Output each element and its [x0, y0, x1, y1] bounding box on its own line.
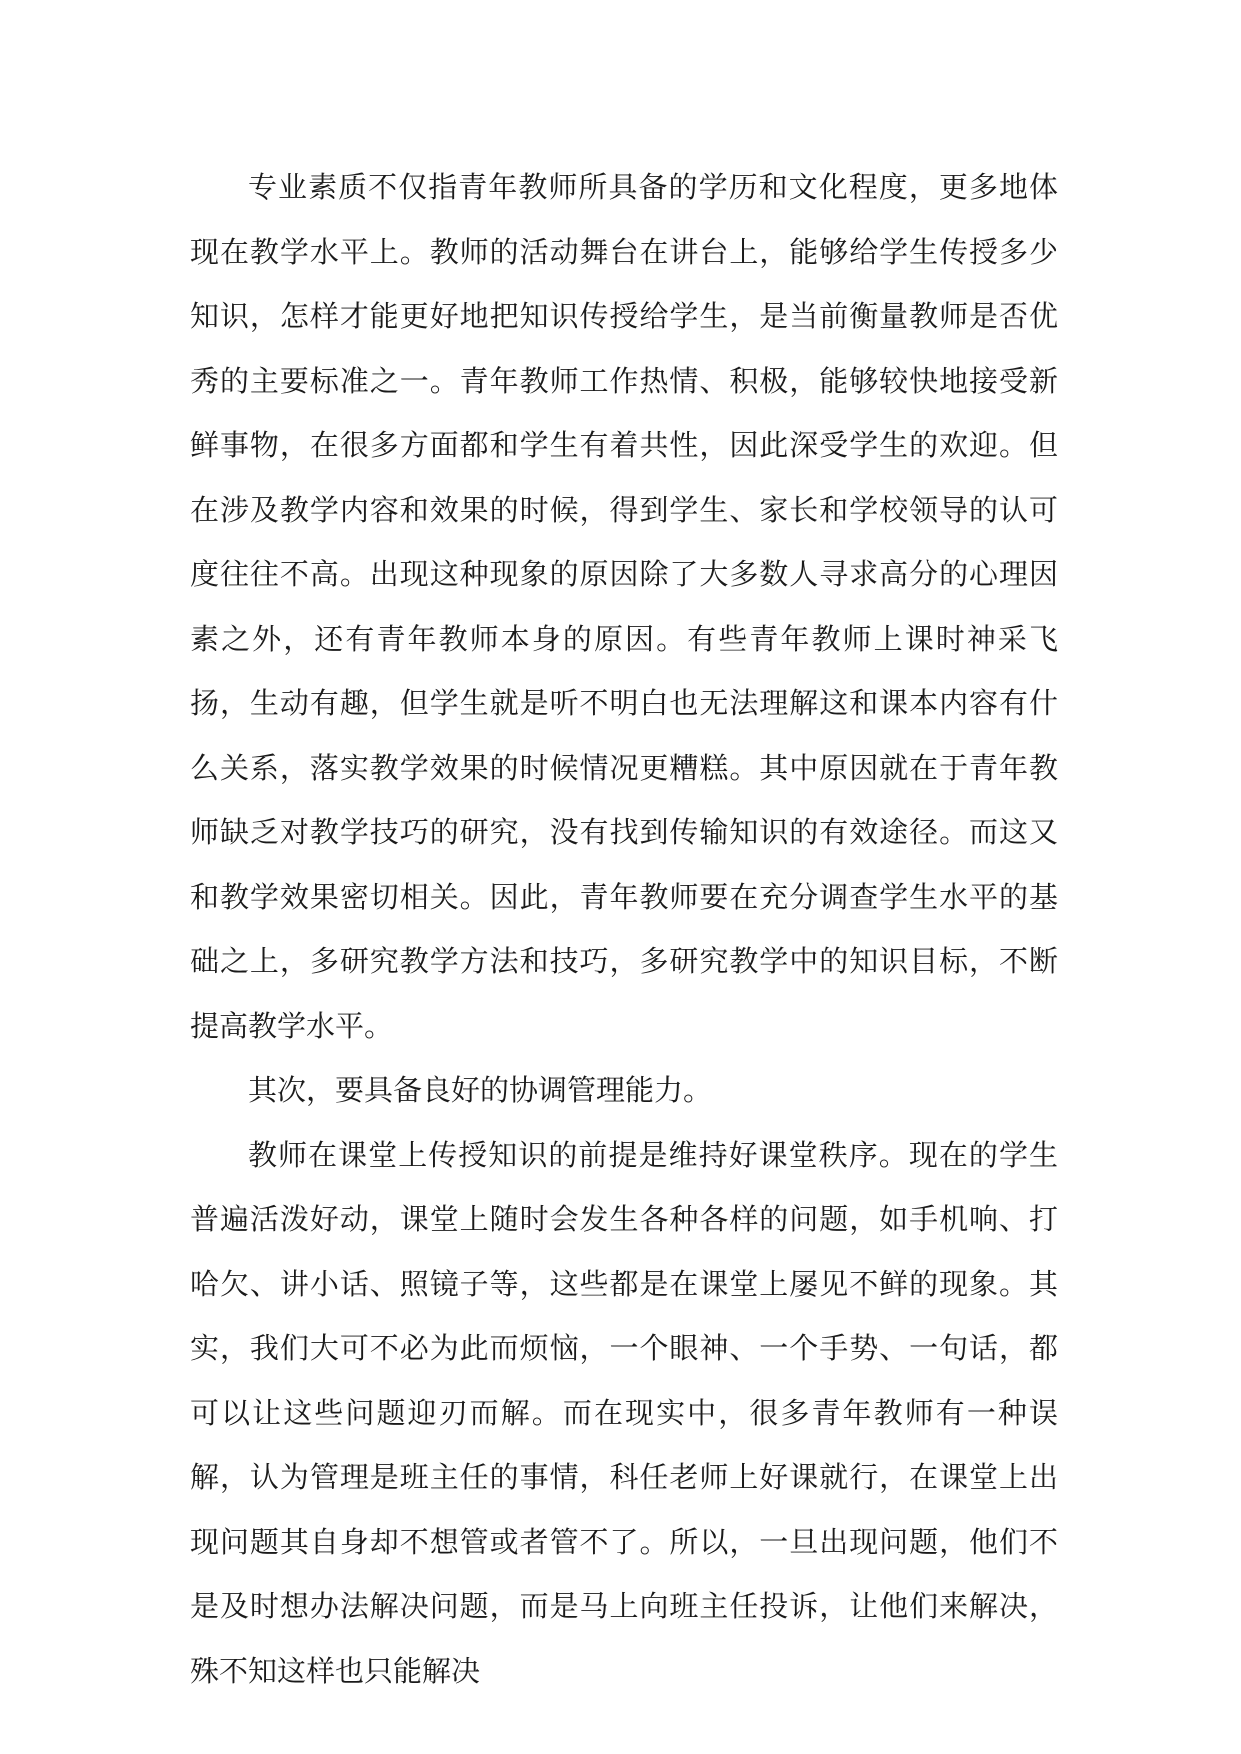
paragraph-coordination-heading: 其次，要具备良好的协调管理能力。	[248, 1073, 713, 1107]
document-body	[190, 155, 1058, 1703]
paragraph-professional-quality: 专业素质不仅指青年教师所具备的学历和文化程度，更多地体现在教学水平上。教师的活动舞台在讲台上，能够给学生传授多少知识，怎样才能更好地把知识传授给学生，是当前衡量教师是否优秀的主要标准之一。青年教师工作热情、积极，能够较快地接受新鲜事物，在很多方面都和学生有着共性，因此深受学生的欢迎。但在涉及教学内容和效果的时候，得到学生、家长和学校领导的认可度往往不高。出现这种现象的原因除了大多数人寻求高分的心理因素之外，还有青年教师本身的原因。有些青年教师上课时神采飞扬，生动有趣，但学生就是听不明白也无法理解这和课本内容有什么关系，落实教学效果的时候情况更糟糕。其中原因就在于青年教师缺乏对教学技巧的研究，没有找到传输知识的有效途径。而这又和教学效果密切相关。因此，青年教师要在充分调查学生水平的基础之上，多研究教学方法和技巧，多研究教学中的知识目标，不断提高教学水平。	[190, 170, 1058, 1043]
paragraph-classroom-management: 教师在课堂上传授知识的前提是维持好课堂秩序。现在的学生普遍活泼好动，课堂上随时会发生各种各样的问题，如手机响、打哈欠、讲小话、照镜子等，这些都是在课堂上屡见不鲜的现象。其实，我们大可不必为此而烦恼，一个眼神、一个手势、一句话，都可以让这些问题迎刃而解。而在现实中，很多青年教师有一种误解，认为管理是班主任的事情，科任老师上好课就行，在课堂上出现问题其自身却不想管或者管不了。所以，一旦出现问题，他们不是及时想办法解决问题，而是马上向班主任投诉，让他们来解决，殊不知这样也只能解决	[190, 1137, 1058, 1688]
